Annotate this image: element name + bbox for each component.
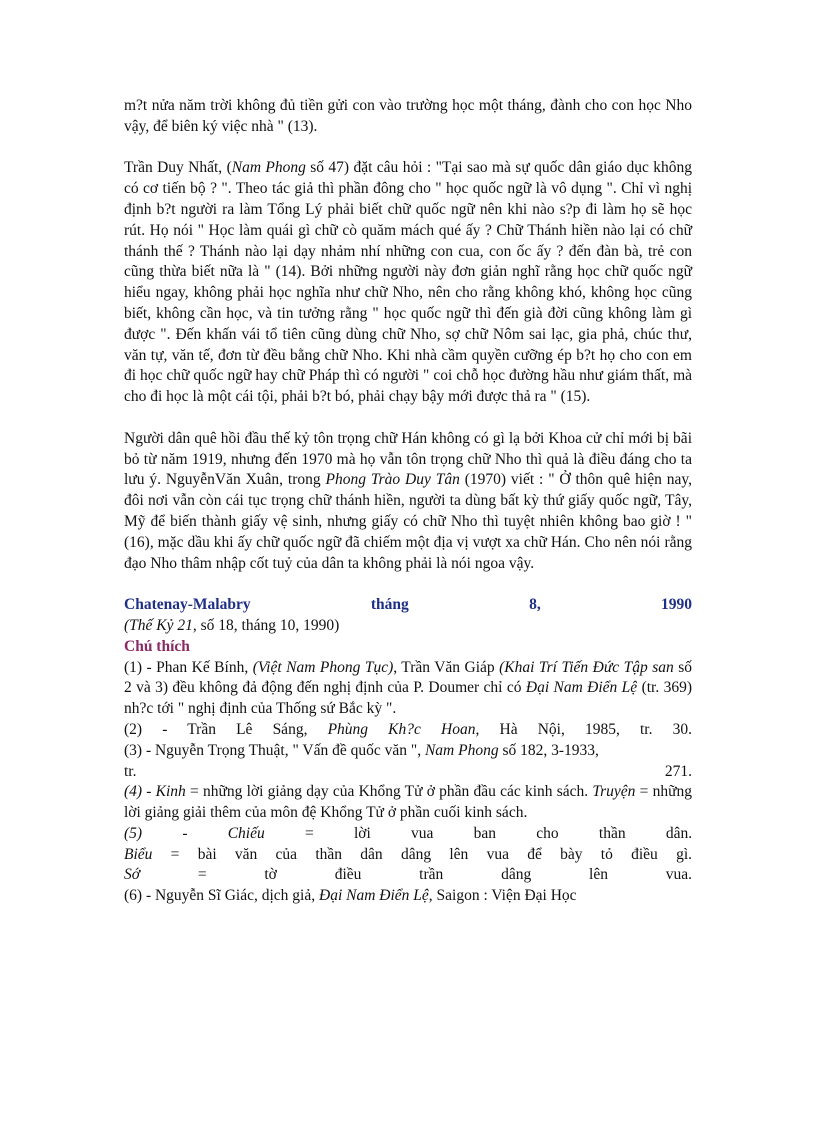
paragraph-2: Trần Duy Nhất, (Nam Phong số 47) đặt câu hỏi : "Tại sao mà sự quốc dân giáo dục không có cơ tiến bộ ? ". Theo tác giả thì phần đông cho " học quốc ngữ là vô dụng ". Chỉ vì nghị định b?t người ra làm Tổng Lý phải biết chữ quốc ngữ nên khi nào s?p đi làm họ sẽ học rút. Họ nói " Học làm quái gì chữ cò quăm mách qué ấy ? Chữ Thánh hiền nào lại có chữ thánh thế ? Thánh nào lại dạy nhảm nhí những con cua, con ốc ấy ? đến đàn bà, trẻ con cũng thừa biết nữa là " (14). Bởi những người này đơn giản nghĩ rằng học chữ quốc ngữ hiểu ngay, không phải học nghĩa như chữ Nho, nên cho rằng không khó, không học cũng biết, không cần học, và tin tưởng rằng " học quốc ngữ thì đến già đời cũng không làm gì được ". Đến khấn vái tổ tiên cũng dùng chữ Nho, sợ chữ Nôm sai lạc, gia phả, chúc thư, văn tự, văn tế, đơn từ đều bằng chữ Nho. Khi nhà cầm quyền cưỡng ép b?t họ cho con em đi học chữ quốc ngữ hay chữ Pháp thì có người " coi chỗ học đường hầu như giám thất, mà cho đi học là một cái tội, phải b?t bó, phải chạy bậy mới được thả ra " (15). — [124, 159, 692, 406]
note-2: (2) - Trần Lê Sáng, Phùng Kh?c Hoan, Hà Nội, 1985, tr. 30. — [124, 720, 692, 738]
note-6: (6) - Nguyễn Sĩ Giác, dịch giả, Đại Nam Điển Lệ, Saigon : Viện Đại Học — [124, 887, 577, 905]
book-title: Phong Trào Duy Tân — [325, 471, 460, 489]
note-4: (4) - Kinh = những lời giảng dạy của Khổng Tử ở phần đầu các kinh sách. Truyện = những lời giảng giải thêm của môn đệ Khổng Tử ở phần cuối kinh sách. — [124, 783, 692, 822]
note-5-line-2: Biểu = bài văn của thần dân dâng lên vua để bày tỏ điều gì. — [124, 845, 692, 863]
note-5-line-1: (5) - Chiếu = lời vua ban cho thần dân. — [124, 824, 693, 842]
paragraph-1: m?t nửa năm trời không đủ tiền gửi con vào trường học một tháng, đành cho con học Nho vậy, để biên ký việc nhà " (13). — [124, 97, 692, 135]
note-5-line-3: Sớ = tờ điều trần dâng lên vua. — [124, 866, 693, 884]
paragraph-3: Người dân quê hồi đầu thế kỷ tôn trọng chữ Hán không có gì lạ bởi Khoa cử chỉ mới bị bãi bỏ từ năm 1919, nhưng đến 1970 mà họ vẫn tôn trọng chữ Nho thì quả là điều đáng cho ta lưu ý. NguyễnVăn Xuân, trong Phong Trào Duy Tân (1970) viết : " Ở thôn quê hiện nay, đôi nơi vẫn còn cái tục trọng chữ thánh hiền, người ta dùng bất kỳ thứ giấy quốc ngữ, Tây, Mỹ để biến thành giấy vệ sinh, nhưng giấy có chữ Nho thì tuyệt nhiên không bao giờ ! " (16), mặc dầu khi ấy chữ quốc ngữ đã chiếm một địa vị vượt xa chữ Hán. Cho nên nói rằng đạo Nho thâm nhập cốt tuỷ của dân ta không phải là nói ngoa vậy. — [124, 429, 692, 572]
place-date-line — [124, 595, 692, 616]
notes-heading: Chú thích — [124, 637, 190, 655]
note-3: (3) - Nguyễn Trọng Thuật, " Vấn đề quốc văn ", Nam Phong số 182, 3-1933, — [124, 741, 599, 759]
document-page — [124, 96, 692, 907]
month-word: tháng — [370, 596, 409, 614]
note-3-page: tr. 271. — [124, 762, 692, 780]
note-1: (1) - Phan Kế Bính, (Việt Nam Phong Tục), Trần Văn Giáp (Khai Trí Tiến Đức Tập san số 2 và 3) đều không đả động đến nghị định của P. Doumer chỉ có Đại Nam Điển Lệ (tr. 369) nh?c tới " nghị định của Thống sứ Bắc kỳ ". — [124, 658, 693, 718]
year: 1990 — [661, 596, 692, 614]
source-line: (Thế Kỷ 21, số 18, tháng 10, 1990) — [124, 616, 340, 634]
publication-title: Nam Phong — [231, 159, 306, 177]
month: 8, — [529, 596, 541, 614]
place: Chatenay-Malabry — [124, 596, 251, 614]
